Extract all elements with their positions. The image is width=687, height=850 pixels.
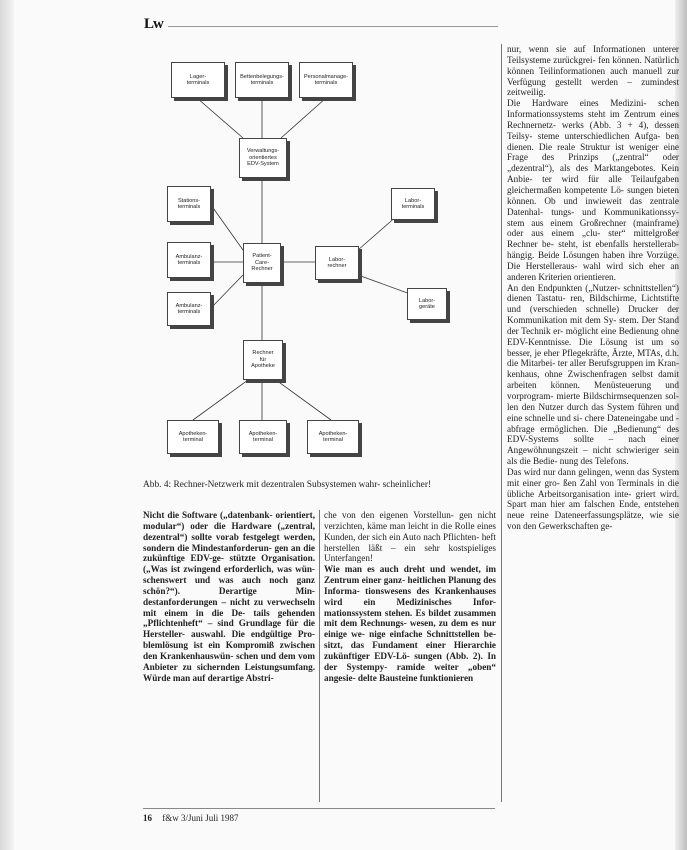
box-personal-terminals: Personalmanage- terminals [299, 62, 353, 98]
text-column-middle [324, 510, 496, 684]
box-apotheken-terminal-1: Apotheken- terminal [167, 420, 219, 454]
box-labor-terminals: Labor- terminals [391, 188, 435, 220]
text-column-left [143, 510, 315, 684]
paragraph: nur, wenn sie auf Informationen unterer Teilsysteme zurückgrei- fen können. Natürlich können Teilinformationen auch manuell zur Verfügung gestellt werden – zumindest zeitweilig. [507, 44, 679, 98]
box-lager-terminals: Lager- terminals [171, 62, 225, 98]
box-rechner-apotheke: Rechner für Apotheke [243, 340, 283, 380]
journal-logo: Lw [144, 16, 163, 32]
page-footer [143, 813, 239, 823]
paragraph: Die Hardware eines Medizini- schen Informationssystems steht im Zentrum eines Rechnernetz- werks (Abb. 3 + 4), dessen Teilsy- steme unterschiedlichen Aufga- ben dienen. Die reale Struktur ist weniger eine Frage des Prinzips („zentral“ oder „dezentral“), als des Marktangebotes. Kein Anbie- ter wird für alle Teilaufgaben gleichermaßen kompetente Lö- sungen bieten können. Ob und inwieweit das zentrale Datenhal- tungs- und Kommunikationssy- stem aus einem Großrechner (mainframe) oder aus einem „clu- ster“ mittelgroßer Rechner be- steht, ist ebenfalls herstellerab- hängig. Beide Lösungen haben ihre Vorzüge. Die Herstelleraus- wahl wird sich eher an anderen Kriterien orientieren. [507, 98, 679, 282]
page-number: 16 [143, 813, 152, 823]
box-patient-care-rechner: Patient- Care- Rechner [243, 243, 281, 283]
box-ambulanz-terminals-1: Ambulanz- terminals [167, 242, 211, 278]
journal-issue: f&w 3/Juni Juli 1987 [162, 813, 239, 823]
paragraph: che von den eigenen Vorstellun- gen nicht verzichten, käme man leicht in die Rolle eines Kunden, der sich ein Auto nach Pflichten- heft herstellen läßt – ein sehr kostspieliges Unterfangen! [324, 510, 496, 564]
network-diagram [143, 40, 495, 472]
paragraph: Wie man es auch dreht und wendet, im Zentrum einer ganz- heitlichen Planung des Informa- tionswesens des Krankenhauses wird ein Medizinisches Infor- mationssystem stehen. Es bildet zusammen mit dem Rechnungs- wesen, zu dem es nur einige we- nige einfache Schnittstellen be- sitzt, das Fundament einer Hierarchie zukünftiger EDV-Lö- sungen (Abb. 2). In der Systempy- ramide weiter „oben“ angesie- delte Bausteine funktionieren [324, 564, 496, 683]
box-stations-terminals: Stations- terminals [167, 186, 211, 222]
box-verwaltung-edv: Verwaltungs- orientiertes EDV-System [239, 138, 287, 178]
column-rule-1 [319, 510, 320, 802]
paragraph: Nicht die Software („datenbank- orientiert, modular“) oder die Hardware („zentral, dezentral“) sollte vorab festgelegt werden, sondern die Mindestanforderun- gen an die zukünftige EDV-ge- stützte Organisation. („Was ist zwingend erforderlich, was wün- schenswert und was auch noch ganz schön?“). Derartige Min- destanforderungen – nicht zu verwechseln mit einem in die De- tails gehenden „Pflichtenheft“ – sind Grundlage für die Hersteller- auswahl. Die endgültige Pro- blemlösung ist ein Kompromiß zwischen den Krankenhauswün- schen und dem vom Anbieter zu sichernden Leistungsumfang. Würde man auf derartige Abstri- [143, 510, 315, 683]
box-labor-rechner: Labor- rechner [315, 246, 359, 280]
paragraph: An den Endpunkten („Nutzer- schnittstellen“) dienen Tastatu- ren, Bildschirme, Lichtstifte und (verschieden schnelle) Drucker der Kommunikation mit dem Sy- stem. Der Stand der Technik er- möglicht eine Bedienung ohne EDV-Kenntnisse. Die Lösung ist um so besser, je eher Pflegekräfte, Ärzte, MTAs, d.h. die Mitarbei- ter aller Berufsgruppen im Kran- kenhaus, ohne Zwischenfragen selbst damit arbeiten können. Menüsteuerung und vorprogram- mierte Bildschirmsequenzen sol- len den Nutzer durch das System führen und eine schnelle und si- chere Dateneingabe und -abfrage ermöglichen. Die „Bedienung“ des EDV-Systems sollte – nach einer Angewöhnungszeit – nicht schwieriger sein als die Bedie- nung des Telefons. [507, 282, 679, 467]
box-laborgeraete: Labor- geräte [407, 288, 447, 320]
box-apotheken-terminal-2: Apotheken- terminal [239, 420, 287, 454]
box-bettenbelegung-terminals: Bettenbelegungs- terminals [235, 62, 289, 98]
paragraph: Das wird nur dann gelingen, wenn das System mit einer gro- ßen Zahl von Terminals in die übliche Arbeitsorganisation inte- griert wird. Spart man hier am falschen Ende, entstehen neue reine Dateneerfassungsplätze, wie sie von den Gewerkschaften ge- [507, 466, 679, 532]
box-ambulanz-terminals-2: Ambulanz- terminals [167, 292, 211, 326]
figure-caption: Abb. 4: Rechner-Netzwerk mit dezentralen Subsystemen wahr- scheinlicher! [143, 480, 432, 490]
column-rule-2 [501, 44, 502, 802]
header-rule [168, 26, 498, 27]
box-apotheken-terminal-3: Apotheken- terminal [307, 420, 359, 454]
text-column-right [507, 44, 679, 532]
footer-rule [143, 808, 495, 809]
page-shadow-left [0, 0, 14, 850]
